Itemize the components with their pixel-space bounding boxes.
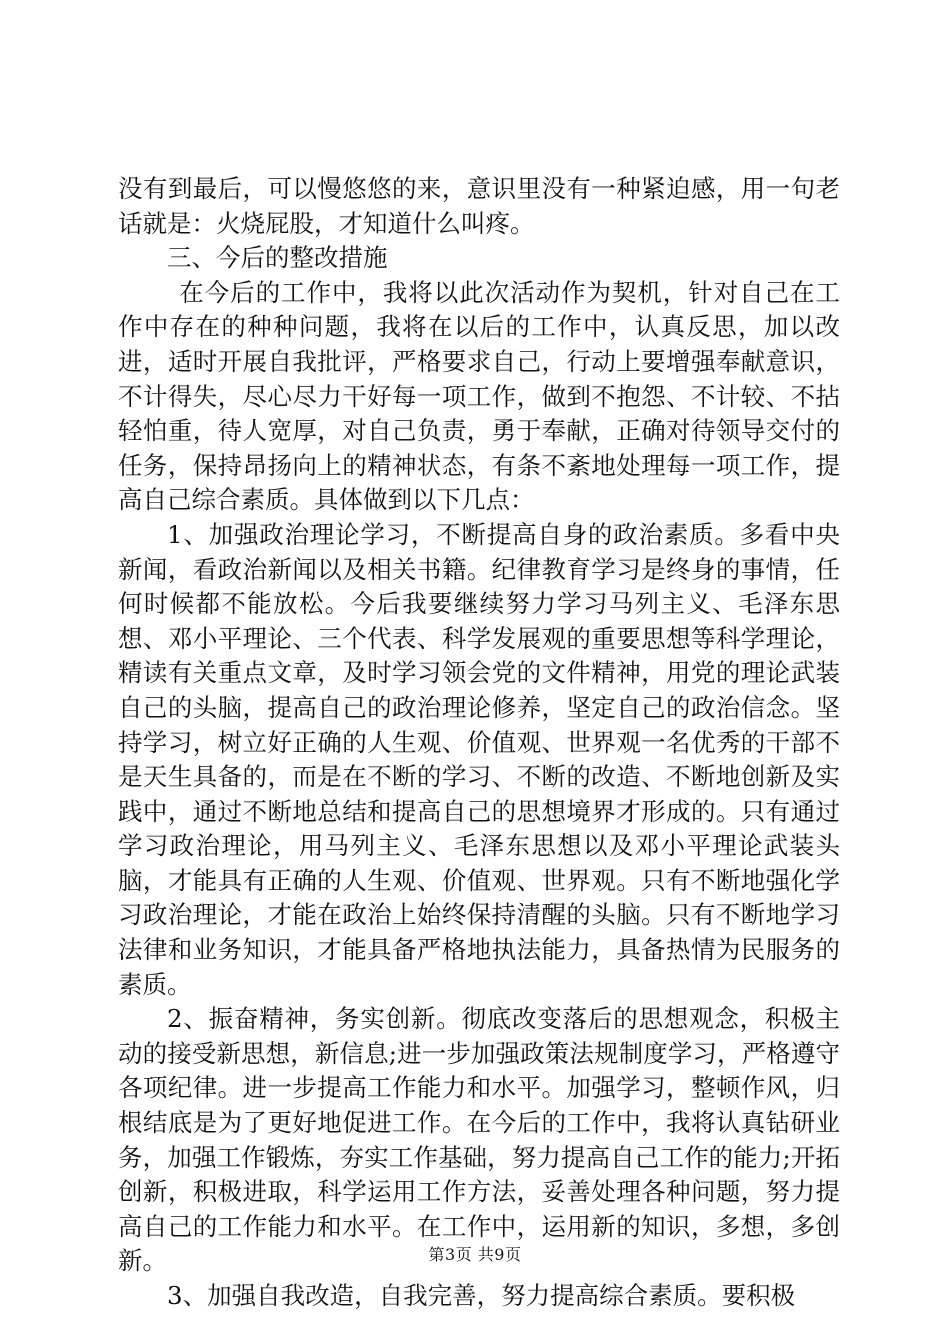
list-item-1: 1、加强政治理论学习，不断提高自身的政治素质。多看中央新闻，看政治新闻以及相关书籍。纪律教育学习是终身的事情，任何时候都不能放松。今后我要继续努力学习马列主义、毛泽东思想、邓小平理论、三个代表、科学发展观的重要思想等科学理论，精读有关重点文章，及时学习领会党的文件精神，用党的理论武装自己的头脑，提高自己的政治理论修养，坚定自己的政治信念。坚持学习，树立好正确的人生观、价值观、世界观一名优秀的干部不是天生具备的，而是在不断的学习、不断的改造、不断地创新及实践中，通过不断地总结和提高自己的思想境界才形成的。只有通过学习政治理论，用马列主义、毛泽东思想以及邓小平理论武装头脑，才能具有正确的人生观、价值观、世界观。只有不断地强化学习政治理论，才能在政治上始终保持清醒的头脑。只有不断地学习法律和业务知识，才能具备严格地执法能力，具备热情为民服务的素质。 <box>118 519 840 999</box>
list-item-3: 3、加强自我改造，自我完善，努力提高综合素质。要积极 <box>167 1281 796 1310</box>
page-number-footer: 第3页 共9页 <box>428 1245 522 1264</box>
list-item-2: 2、振奋精神，务实创新。彻底改变落后的思想观念，积极主动的接受新思想，新信息;进一步加强政策法规制度学习，严格遵守各项纪律。进一步提高工作能力和水平。加强学习，整顿作风，归根结底是为了更好地促进工作。在今后的工作中，我将认真钻研业务，加强工作锻炼，夯实工作基础，努力提高自己工作的能力;开拓创新，积极进取，科学运用工作方法，妥善处理各种问题，努力提高自己的工作能力和水平。在工作中，运用新的知识，多想，多创新。 <box>118 1004 840 1276</box>
section-heading: 三、今后的整改措施 <box>167 243 388 273</box>
paragraph-continued: 没有到最后，可以慢悠悠的来，意识里没有一种紧迫感，用一句老话就是：火烧屁股，才知道什么叫疼。 <box>118 174 840 238</box>
document-body <box>118 172 840 1314</box>
paragraph-intro: 在今后的工作中，我将以此次活动作为契机，针对自己在工作中存在的种种问题，我将在以后的工作中，认真反思，加以改进，适时开展自我批评，严格要求自己，行动上要增强奉献意识，不计得失，尽心尽力干好每一项工作，做到不抱怨、不计较、不拈轻怕重，待人宽厚，对自己负责，勇于奉献，正确对待领导交付的任务，保持昂扬向上的精神状态，有条不紊地处理每一项工作，提高自己综合素质。具体做到以下几点： <box>118 277 840 515</box>
